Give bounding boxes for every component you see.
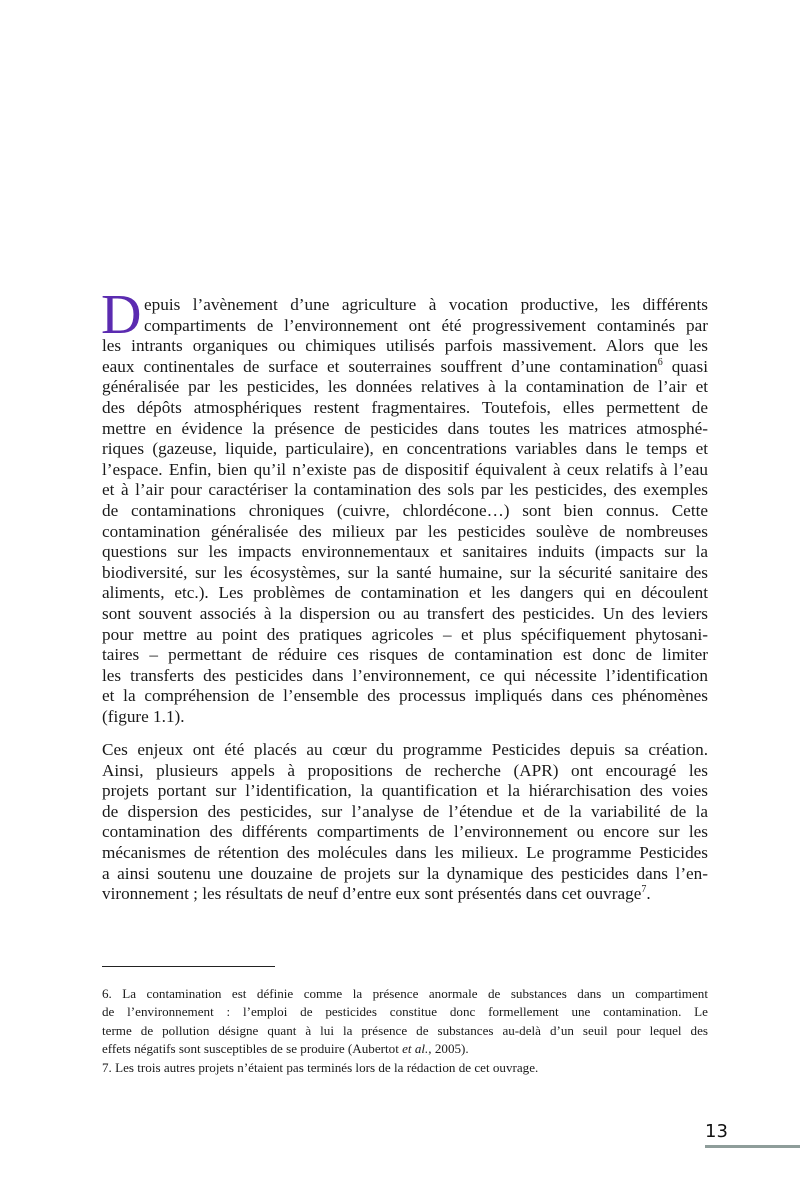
text-line [102, 822, 708, 843]
footnotes [102, 985, 708, 1077]
line-text: mécanismes de rétention des molécules dans les milieux. Le programme Pesticides [102, 842, 708, 862]
line-text: Ainsi, plusieurs appels à propositions de recherche (APR) ont encouragé les [102, 760, 708, 780]
italic-text: et al. [402, 1041, 429, 1057]
text-line [102, 336, 708, 357]
text-line [102, 625, 708, 646]
line-text: de l’environnement : l’emploi de pesticides constitue donc formellement une contamination. Le [102, 1004, 708, 1020]
line-text: pour mettre au point des pratiques agricoles – et plus spécifiquement phytosani- [102, 624, 708, 644]
text-line [102, 542, 708, 563]
text-line [102, 843, 708, 864]
page-number: 13 [705, 1121, 728, 1142]
text-line [102, 563, 708, 584]
text-line [102, 864, 708, 885]
footnote-reference: 6 [657, 356, 663, 368]
line-text: mettre en évidence la présence de pesticides dans toutes les matrices atmosphé- [102, 418, 708, 438]
text-line [102, 604, 708, 625]
line-text: eaux continentales de surface et souterraines souffrent d’une contamination [102, 356, 658, 376]
line-text: de dispersion des pesticides, sur l’analyse de l’étendue et de la variabilité de la [102, 801, 708, 821]
text-line [102, 480, 708, 501]
footnote-separator [102, 966, 275, 967]
line-text: les intrants organiques ou chimiques utilisés parfois massivement. Alors que les [102, 336, 708, 356]
line-text: effets négatifs sont susceptibles de se produire (Aubertot [102, 1041, 403, 1057]
drop-cap: D [101, 284, 142, 346]
line-text: et la compréhension de l’ensemble des processus impliqués dans ces phénomènes [102, 686, 708, 706]
line-text: 6. La contamination est définie comme la présence anormale de substances dans un compartiment [102, 986, 708, 1001]
line-text: . [646, 884, 651, 904]
page-number-bar [705, 1145, 800, 1148]
text-line [102, 316, 708, 337]
text-line [102, 884, 708, 905]
text-line [102, 419, 708, 440]
footnote-line [102, 1003, 708, 1021]
line-text: de contaminations chroniques (cuivre, chlordécone…) sont bien connus. Cette [102, 500, 708, 520]
line-text: , 2005). [428, 1041, 469, 1057]
line-text: projets portant sur l’identification, la quantification et la hiérarchisation des voies [102, 781, 708, 801]
text-line [102, 501, 708, 522]
text-line [102, 686, 708, 707]
line-text: Ces enjeux ont été placés au cœur du programme Pesticides depuis sa création. [102, 740, 708, 759]
text-line [102, 295, 708, 316]
line-text: aliments, etc.). Les problèmes de contamination et les dangers qui en découlent [102, 583, 708, 603]
text-line [102, 583, 708, 604]
text-line [102, 377, 708, 398]
line-text: contamination généralisée des milieux par les pesticides soulève de nombreuses [102, 521, 708, 541]
footnote-line [102, 1059, 708, 1077]
line-text: epuis l’avènement d’une agriculture à vocation productive, les différents [144, 295, 708, 314]
text-line [102, 398, 708, 419]
line-text: généralisée par les pesticides, les données relatives à la contamination de l’air et [102, 377, 708, 397]
line-text: (figure 1.1). [102, 706, 185, 726]
line-text: vironnement ; les résultats de neuf d’entre eux sont présentés dans cet ouvrage [102, 884, 642, 904]
footnote-line [102, 1040, 708, 1058]
line-text: terme de pollution désigne quant à lui la présence de substances au-delà d’un seuil pour lequel des [102, 1022, 708, 1038]
text-line [102, 781, 708, 802]
line-text: sont souvent associés à la dispersion ou au transfert des pesticides. Un des leviers [102, 603, 708, 623]
footnote-line [102, 985, 708, 1003]
footnote-reference: 7 [641, 884, 647, 896]
line-text: compartiments de l’environnement ont été progressivement contaminés par [144, 315, 708, 335]
footnote-line [102, 1022, 708, 1040]
line-text: riques (gazeuse, liquide, particulaire), en concentrations variables dans le temps et [102, 439, 708, 459]
line-text: et à l’air pour caractériser la contamination des sols par les pesticides, des exemples [102, 480, 708, 500]
paragraph-1 [101, 284, 708, 727]
text-line [102, 666, 708, 687]
text-line [102, 645, 708, 666]
line-text: taires – permettant de réduire ces risques de contamination est donc de limiter [102, 645, 708, 665]
line-text: des dépôts atmosphériques restent fragmentaires. Toutefois, elles permettent de [102, 397, 708, 417]
text-line [102, 707, 708, 728]
text-line [102, 357, 708, 378]
line-text: les transferts des pesticides dans l’environnement, ce qui nécessite l’identification [102, 665, 708, 685]
line-text: quasi [662, 356, 708, 376]
text-line [102, 460, 708, 481]
line-text: questions sur les impacts environnementaux et sanitaires induits (impacts sur la [102, 542, 708, 562]
line-text: biodiversité, sur les écosystèmes, sur la santé humaine, sur la sécurité sanitaire des [102, 562, 708, 582]
text-line [102, 439, 708, 460]
text-line [102, 802, 708, 823]
paragraph-2 [102, 740, 708, 905]
text-line [102, 761, 708, 782]
line-text: l’espace. Enfin, bien qu’il n’existe pas de dispositif équivalent à ceux relatifs à l’eau [102, 459, 708, 479]
text-line [102, 740, 708, 761]
text-line [102, 522, 708, 543]
line-text: contamination des différents compartiments de l’environnement ou encore sur les [102, 822, 708, 842]
line-text: 7. Les trois autres projets n’étaient pas terminés lors de la rédaction de cet ouvrage. [102, 1059, 539, 1075]
line-text: a ainsi soutenu une douzaine de projets sur la dynamique des pesticides dans l’en- [102, 863, 708, 883]
